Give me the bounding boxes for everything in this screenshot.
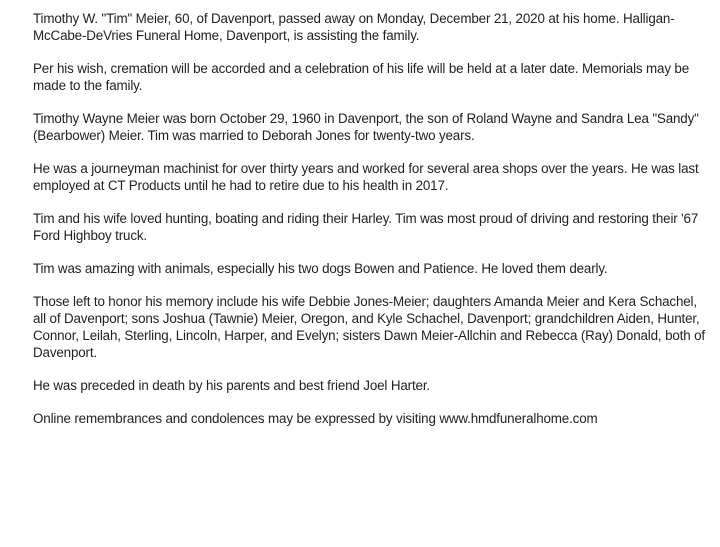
paragraph-death-notice: Timothy W. "Tim" Meier, 60, of Davenport, passed away on Monday, December 21, 2020 at his home. Halligan-McCabe-DeVries Funeral Home, Davenport, is assisting the family. — [33, 11, 675, 43]
paragraph-preceded: He was preceded in death by his parents and best friend Joel Harter. — [33, 378, 430, 393]
paragraph-condolences: Online remembrances and condolences may be expressed by visiting www.hmdfuneralhome.com — [33, 411, 598, 426]
paragraph-career: He was a journeyman machinist for over thirty years and worked for several area shops over the years. He was last employed at CT Products until he had to retire due to his health in 2017. — [33, 161, 699, 193]
paragraph-hobbies: Tim and his wife loved hunting, boating and riding their Harley. Tim was most proud of driving and restoring their '67 Ford Highboy truck. — [33, 211, 699, 243]
obituary-text — [33, 10, 705, 427]
paragraph-birth-marriage: Timothy Wayne Meier was born October 29, 1960 in Davenport, the son of Roland Wayne and Sandra Lea "Sandy" (Bearbower) Meier. Tim was married to Deborah Jones for twenty-two years. — [33, 111, 699, 143]
paragraph-services: Per his wish, cremation will be accorded and a celebration of his life will be held at a later date. Memorials may be made to the family. — [33, 61, 690, 93]
paragraph-survivors: Those left to honor his memory include his wife Debbie Jones-Meier; daughters Amanda Meier and Kera Schachel, all of Davenport; sons Joshua (Tawnie) Meier, Oregon, and Kyle Schachel, Davenport; grandchildren Aiden, Hunter, Connor, Leilah, Sterling, Lincoln, Harper, and Evelyn; sisters Dawn Meier-Allchin and Rebecca (Ray) Donald, both of Davenport. — [33, 294, 705, 360]
paragraph-animals: Tim was amazing with animals, especially his two dogs Bowen and Patience. He loved them dearly. — [33, 261, 608, 276]
